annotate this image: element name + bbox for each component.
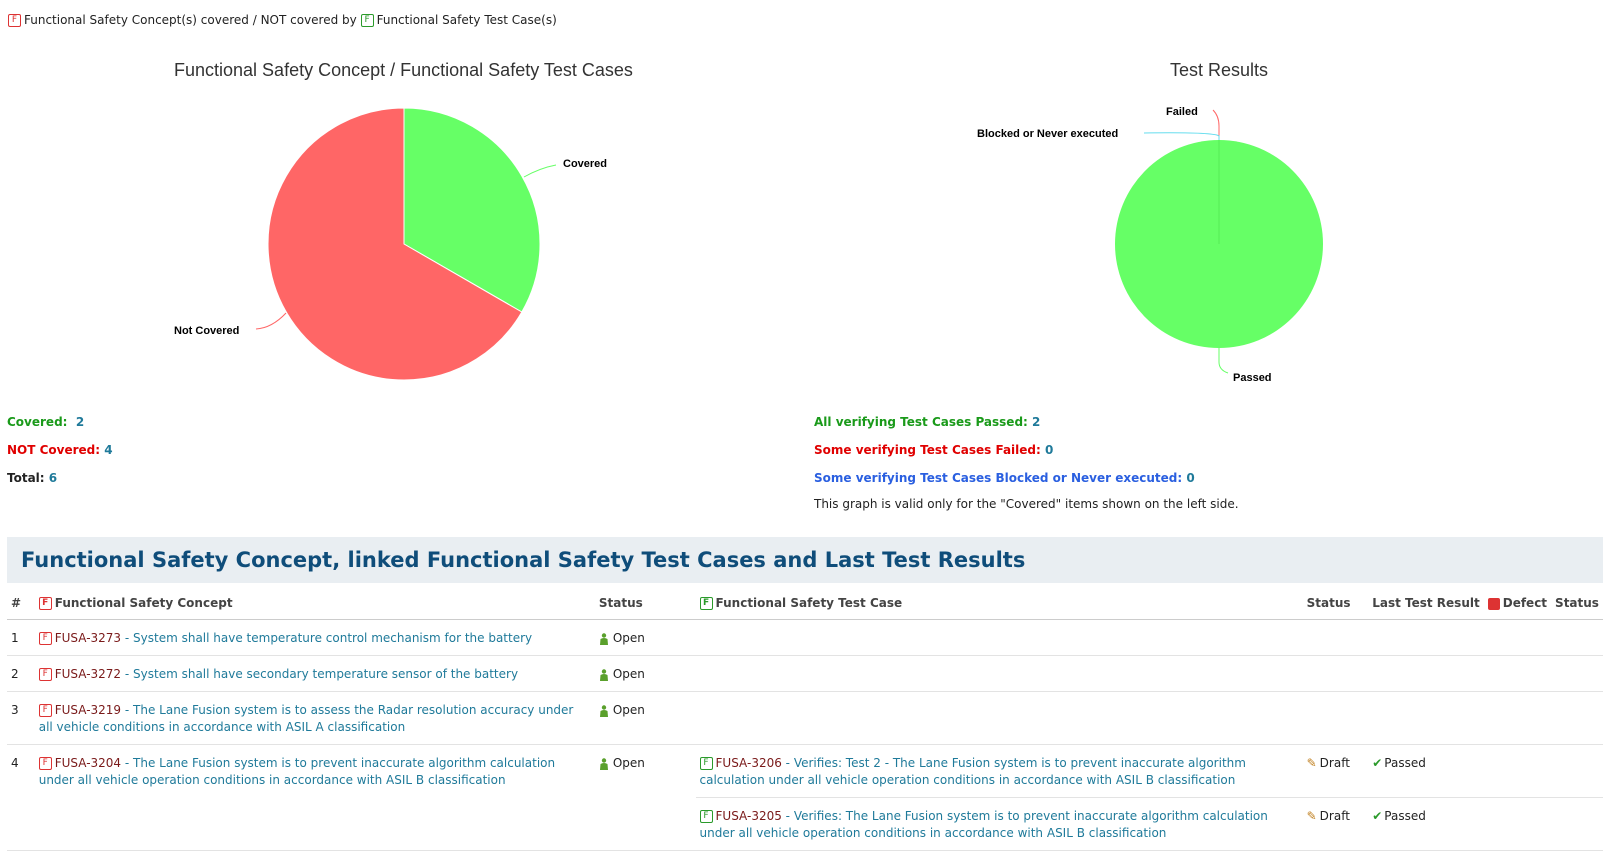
defect-status-cell <box>1551 798 1603 851</box>
col-header-defect-status[interactable]: Status <box>1551 587 1603 620</box>
covered-slice-label: Covered <box>563 158 608 170</box>
covered-stat-label: Covered: <box>7 415 68 429</box>
not-covered-stat-label: NOT Covered: <box>7 443 101 457</box>
test-case-cell <box>696 745 1303 798</box>
passed-check-icon: ✔ <box>1372 756 1383 770</box>
concept-id-link[interactable]: FUSA-3219 <box>54 703 122 717</box>
covered-stat <box>7 415 84 429</box>
test-case-cell <box>696 620 1303 656</box>
draft-pencil-icon: ✎ <box>1306 756 1317 770</box>
defect-status-cell <box>1551 745 1603 798</box>
concept-status: Open <box>595 692 696 745</box>
tc-status-cell <box>1303 656 1369 692</box>
row-number: 3 <box>7 692 35 745</box>
test-case-id-link[interactable]: FUSA-3206 <box>715 756 782 770</box>
test-case-id-link[interactable]: FUSA-3205 <box>715 809 782 823</box>
not-covered-connector <box>256 313 286 329</box>
concept-title-link[interactable]: - The Lane Fusion system is to assess the Radar resolution accuracy under all vehicle conditions in accordance with ASIL A classification <box>38 703 574 734</box>
concept-id-link[interactable]: FUSA-3204 <box>54 756 122 770</box>
last-result-cell <box>1368 620 1484 656</box>
tc-status-cell: ✎ Draft <box>1303 798 1369 851</box>
test-case-type-icon: F <box>700 810 713 823</box>
last-result-cell <box>1368 656 1484 692</box>
failed-stat-label: Some verifying Test Cases Failed: <box>814 443 1041 457</box>
concept-id-link[interactable]: FUSA-3273 <box>54 631 122 645</box>
tc-status-cell <box>1303 692 1369 745</box>
draft-pencil-icon: ✎ <box>1306 809 1317 823</box>
col-header-last-result[interactable]: Last Test Result <box>1368 587 1484 620</box>
graph-validity-note: This graph is valid only for the "Covered" items shown on the left side. <box>814 497 1239 511</box>
row-number: 2 <box>7 656 35 692</box>
header-covered-text: Functional Safety Concept(s) covered / NOT covered by <box>24 13 357 27</box>
failed-stat <box>814 443 1053 457</box>
concept-type-icon: F <box>39 704 52 717</box>
passed-check-icon: ✔ <box>1372 809 1383 823</box>
last-result-cell: ✔ Passed <box>1368 798 1484 851</box>
concept-title-link[interactable]: - The Lane Fusion system is to prevent inaccurate algorithm calculation under all vehicle operation conditions in accordance with ASIL B classification <box>38 756 556 787</box>
coverage-table <box>7 587 1603 851</box>
defect-cell <box>1484 692 1551 745</box>
test-case-cell <box>696 656 1303 692</box>
test-case-type-icon: F <box>361 14 374 27</box>
test-case-cell <box>696 692 1303 745</box>
blocked-connector <box>1144 133 1219 140</box>
concept-status: Open <box>595 745 696 851</box>
row-number: 1 <box>7 620 35 656</box>
concept-title-link[interactable]: - System shall have temperature control mechanism for the battery <box>121 631 533 645</box>
test-case-title-link[interactable]: - Verifies: Test 2 - The Lane Fusion system is to prevent inaccurate algorithm calculation under all vehicle operation conditions in accordance with ASIL B classification <box>699 756 1246 787</box>
concept-cell <box>35 656 595 692</box>
defect-status-cell <box>1551 620 1603 656</box>
concept-cell <box>35 745 595 851</box>
defect-cell <box>1484 656 1551 692</box>
coverage-chart-title: Functional Safety Concept / Functional Safety Test Cases <box>174 60 633 80</box>
open-status-icon <box>599 705 609 717</box>
concept-status: Open <box>595 656 696 692</box>
last-result-cell <box>1368 692 1484 745</box>
section-header <box>7 537 1603 583</box>
col-header-defect[interactable]: Defect <box>1484 587 1551 620</box>
defect-status-cell <box>1551 692 1603 745</box>
table-header-row <box>7 587 1603 620</box>
col-header-tc-status[interactable]: Status <box>1303 587 1369 620</box>
col-header-number: # <box>7 587 35 620</box>
test-case-cell <box>696 798 1303 851</box>
col-header-test-case[interactable]: F Functional Safety Test Case <box>696 587 1303 620</box>
passed-stat-value[interactable]: 2 <box>1032 415 1041 429</box>
covered-connector <box>524 165 556 177</box>
col-header-concept[interactable]: F Functional Safety Concept <box>35 587 595 620</box>
coverage-pie-chart <box>0 90 800 390</box>
concept-type-icon: F <box>39 757 52 770</box>
concept-type-icon: F <box>39 668 52 681</box>
blocked-stat-value[interactable]: 0 <box>1186 471 1195 485</box>
test-case-title-link[interactable]: - Verifies: The Lane Fusion system is to prevent inaccurate algorithm calculation under all vehicle operation conditions in accordance with ASIL B classification <box>699 809 1268 840</box>
total-stat-label: Total: <box>7 471 45 485</box>
table-row <box>7 745 1603 798</box>
table-row <box>7 692 1603 745</box>
open-status-icon <box>599 669 609 681</box>
blocked-stat-label: Some verifying Test Cases Blocked or Never executed: <box>814 471 1183 485</box>
test-case-type-icon: F <box>700 757 713 770</box>
tc-status-cell: ✎ Draft <box>1303 745 1369 798</box>
defect-cell <box>1484 798 1551 851</box>
defect-cell <box>1484 745 1551 798</box>
open-status-icon <box>599 633 609 645</box>
concept-id-link[interactable]: FUSA-3272 <box>54 667 122 681</box>
covered-stat-value[interactable]: 2 <box>75 415 85 429</box>
tc-status-cell <box>1303 620 1369 656</box>
total-stat <box>7 471 57 485</box>
concept-title-link[interactable]: - System shall have secondary temperature sensor of the battery <box>121 667 519 681</box>
not-covered-slice-label: Not Covered <box>174 325 240 337</box>
blocked-stat <box>814 471 1195 485</box>
defect-status-cell <box>1551 656 1603 692</box>
open-status-icon <box>599 758 609 770</box>
not-covered-stat-value[interactable]: 4 <box>104 443 113 457</box>
passed-stat-label: All verifying Test Cases Passed: <box>814 415 1028 429</box>
results-pie-chart <box>800 90 1600 400</box>
failed-stat-value[interactable]: 0 <box>1045 443 1054 457</box>
concept-status: Open <box>595 620 696 656</box>
defect-cell <box>1484 620 1551 656</box>
test-case-type-icon: F <box>700 597 713 610</box>
passed-stat <box>814 415 1040 429</box>
concept-cell <box>35 692 595 745</box>
table-row <box>7 620 1603 656</box>
col-header-status[interactable]: Status <box>595 587 696 620</box>
passed-connector <box>1219 348 1228 373</box>
total-stat-value[interactable]: 6 <box>48 471 58 485</box>
defect-icon <box>1488 598 1500 610</box>
section-title: Functional Safety Concept, linked Functional Safety Test Cases and Last Test Results <box>21 548 1026 572</box>
concept-cell <box>35 620 595 656</box>
table-row <box>7 656 1603 692</box>
concept-type-icon: F <box>8 14 21 27</box>
results-chart-title: Test Results <box>1170 60 1269 80</box>
report-header <box>8 13 557 27</box>
concept-type-icon: F <box>39 632 52 645</box>
last-result-cell: ✔ Passed <box>1368 745 1484 798</box>
failed-slice-label: Failed <box>1166 106 1198 118</box>
concept-type-icon: F <box>39 597 52 610</box>
not-covered-stat <box>7 443 113 457</box>
header-tests-text: Functional Safety Test Case(s) <box>376 13 557 27</box>
row-number: 4 <box>7 745 35 851</box>
passed-slice-label: Passed <box>1233 372 1272 384</box>
blocked-slice-label: Blocked or Never executed <box>977 128 1119 140</box>
